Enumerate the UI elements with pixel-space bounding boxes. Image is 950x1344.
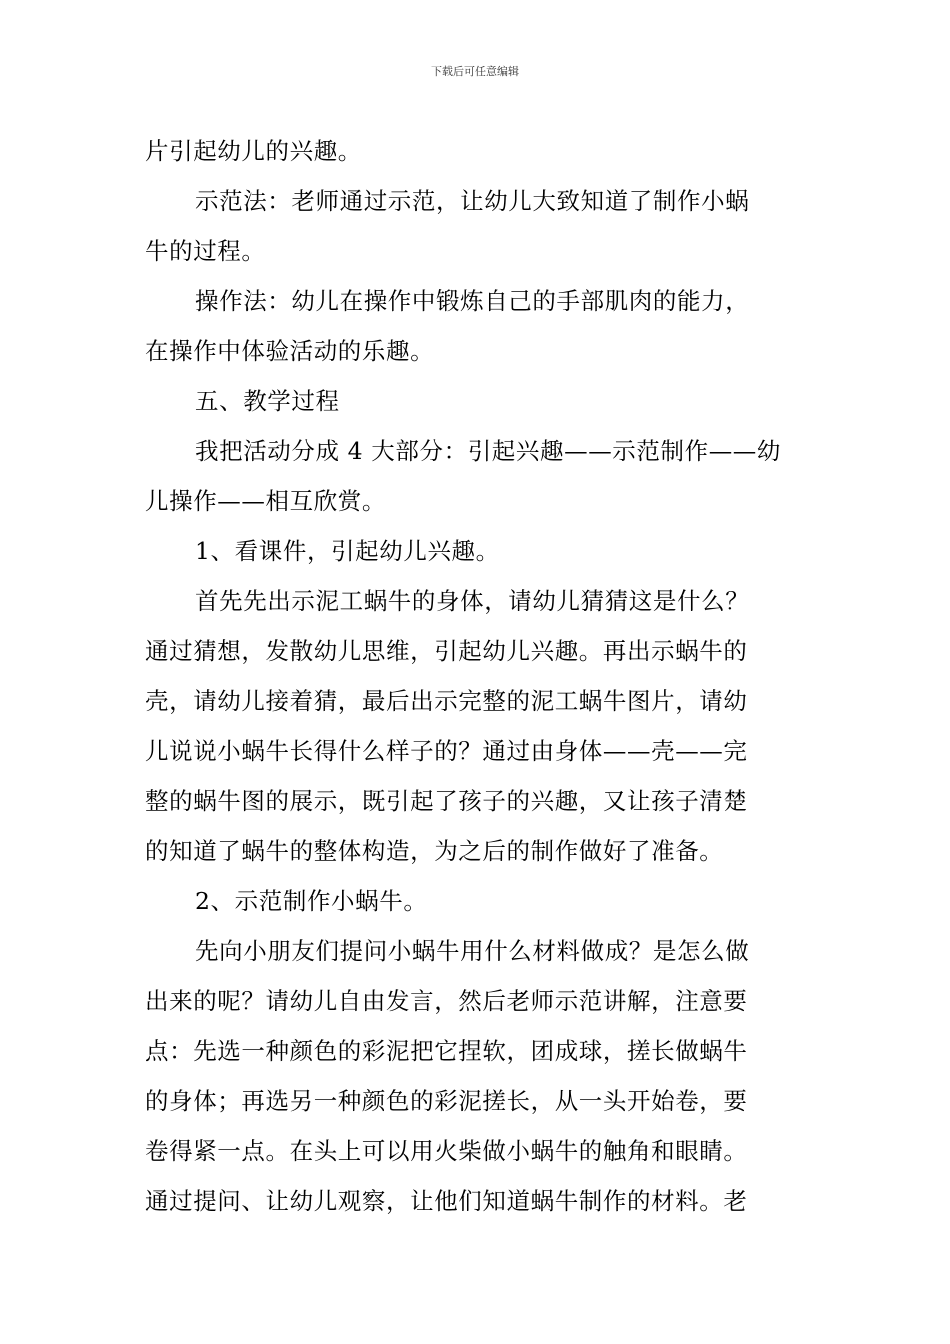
paragraph-step-1: 首先先出示泥工蜗牛的身体，请幼儿猜猜这是什么？ — [195, 587, 750, 615]
text-line: 通过提问、让幼儿观察，让他们知道蜗牛制作的材料。老 — [145, 1187, 748, 1215]
paragraph-operation-method: 操作法：幼儿在操作中锻炼自己的手部肌肉的能力， — [195, 287, 750, 315]
text-line: 在操作中体验活动的乐趣。 — [145, 337, 435, 365]
text-line: 牛的过程。 — [145, 237, 266, 265]
subheading-step-2: 2、示范制作小蜗牛。 — [195, 887, 428, 915]
section-heading-teaching-process: 五、教学过程 — [195, 387, 340, 415]
text-line: 儿操作——相互欣赏。 — [145, 487, 386, 515]
text-line: 儿说说小蜗牛长得什么样子的？通过由身体——壳——完 — [145, 737, 748, 765]
text-line: 点：先选一种颜色的彩泥把它捏软，团成球，搓长做蜗牛 — [145, 1037, 748, 1065]
paragraph-step-2: 先向小朋友们提问小蜗牛用什么材料做成？是怎么做 — [195, 937, 750, 965]
text-line: 的身体；再选另一种颜色的彩泥搓长，从一头开始卷，要 — [145, 1087, 748, 1115]
text-line: 卷得紧一点。在头上可以用火柴做小蜗牛的触角和眼睛。 — [145, 1137, 748, 1165]
text-line: 出来的呢？请幼儿自由发言，然后老师示范讲解，注意要 — [145, 987, 748, 1015]
subheading-step-1: 1、看课件，引起幼儿兴趣。 — [195, 537, 500, 565]
text-line: 片引起幼儿的兴趣。 — [145, 137, 362, 165]
page-header: 下载后可任意编辑 — [431, 65, 519, 78]
paragraph-activity-parts: 我把活动分成 4 大部分：引起兴趣——示范制作——幼 — [195, 437, 781, 465]
text-line: 通过猜想，发散幼儿思维，引起幼儿兴趣。再出示蜗牛的 — [145, 637, 748, 665]
paragraph-demonstration-method: 示范法：老师通过示范，让幼儿大致知道了制作小蜗 — [195, 187, 750, 215]
text-line: 整的蜗牛图的展示，既引起了孩子的兴趣，又让孩子清楚 — [145, 787, 748, 815]
document-body — [145, 126, 810, 1226]
text-line: 的知道了蜗牛的整体构造，为之后的制作做好了准备。 — [145, 837, 724, 865]
text-line: 壳，请幼儿接着猜，最后出示完整的泥工蜗牛图片，请幼 — [145, 687, 748, 715]
